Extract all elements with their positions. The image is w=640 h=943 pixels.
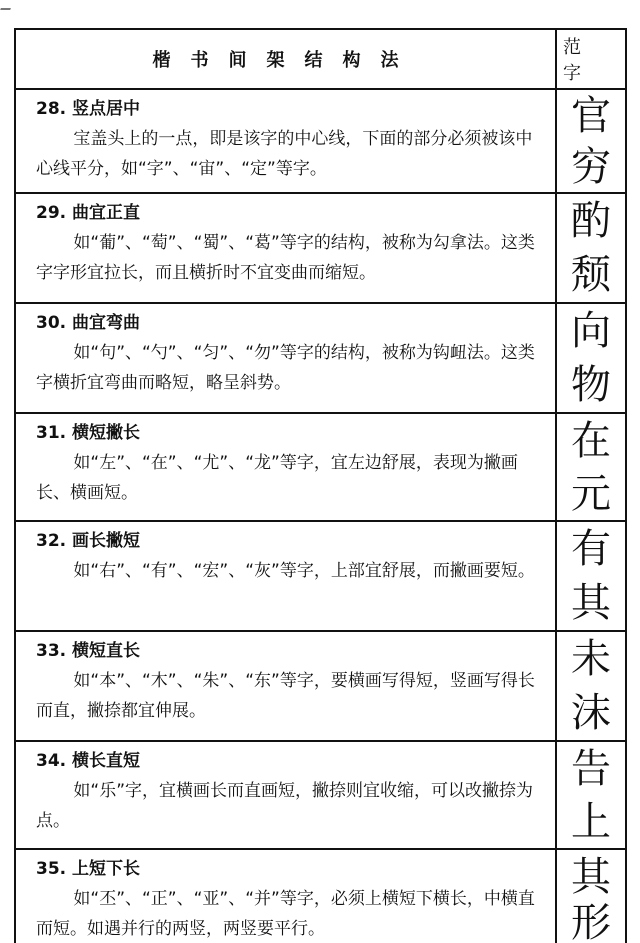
rule-title: 33. 横短直长 <box>36 641 141 661</box>
table-row <box>16 414 625 522</box>
rule-body: 如“本”、“木”、“朱”、“东”等字，要横画写得短，竖画写得长而直，撇捺都宜伸展。 <box>36 671 535 721</box>
table-row <box>16 742 625 850</box>
sample-char-cell <box>557 742 625 848</box>
sample-char: 其 <box>571 854 611 900</box>
sample-char: 穷 <box>571 143 611 190</box>
rule-body: 如“左”、“在”、“尤”、“龙”等字，宜左边舒展，表现为撇画长、横画短。 <box>36 453 518 503</box>
sample-char: 在 <box>571 417 611 464</box>
table-row <box>16 522 625 632</box>
table-row <box>16 632 625 742</box>
sample-char-cell <box>557 414 625 520</box>
sample-char: 元 <box>571 470 611 517</box>
rule-text-cell <box>16 414 557 520</box>
rule-text-cell <box>16 742 557 848</box>
rule-title: 31. 横短撇长 <box>36 423 141 443</box>
sample-char: 官 <box>571 92 611 139</box>
rule-title: 30. 曲宜弯曲 <box>36 313 141 333</box>
rule-body: 如“句”、“勺”、“匀”、“勿”等字的结构，被称为钩衄法。这类字横折宜弯曲而略短，略呈斜势。 <box>36 343 535 393</box>
structure-table <box>14 28 627 943</box>
sample-char-cell <box>557 850 625 943</box>
sample-char-cell <box>557 304 625 412</box>
rule-text-cell <box>16 194 557 302</box>
rule-title: 28. 竖点居中 <box>36 99 141 119</box>
header-title: 楷书间架结构法 <box>16 30 557 88</box>
rule-text-cell <box>16 632 557 740</box>
table-row <box>16 850 625 943</box>
sample-char: 酌 <box>571 198 611 244</box>
rule-title: 29. 曲宜正直 <box>36 203 141 223</box>
rule-text-cell <box>16 850 557 943</box>
table-header <box>16 30 625 90</box>
sample-char-cell <box>557 194 625 302</box>
rule-title: 32. 画长撇短 <box>36 531 141 551</box>
sample-char-cell <box>557 632 625 740</box>
sample-char: 告 <box>571 745 611 792</box>
sample-char: 物 <box>571 362 611 408</box>
rule-title: 34. 横长直短 <box>36 751 141 771</box>
sample-char: 颓 <box>571 252 611 298</box>
rule-title: 35. 上短下长 <box>36 859 141 879</box>
table-row <box>16 304 625 414</box>
table-row <box>16 194 625 304</box>
sample-char: 有 <box>571 526 611 572</box>
rule-body: 如“乐”字，宜横画长而直画短，撇捺则宜收缩，可以改撇捺为点。 <box>36 781 534 831</box>
sample-char-cell <box>557 90 625 192</box>
rule-text-cell <box>16 90 557 192</box>
sample-char-cell <box>557 522 625 630</box>
rule-body: 宝盖头上的一点，即是该字的中心线，下面的部分必须被该中心线平分，如“字”、“宙”、“定”等字。 <box>36 129 533 179</box>
rule-text-cell <box>16 304 557 412</box>
sample-char: 其 <box>571 580 611 626</box>
corner-mark <box>0 0 14 10</box>
sample-char: 上 <box>571 798 611 845</box>
sample-char: 未 <box>571 636 611 682</box>
header-sample-label: 范字 <box>563 37 595 84</box>
sample-char: 沫 <box>571 690 611 736</box>
rule-text-cell <box>16 522 557 630</box>
rule-body: 如“葡”、“萄”、“蜀”、“葛”等字的结构，被称为勾拿法。这类字字形宜拉长，而且横折时不宜变曲而缩短。 <box>36 233 535 283</box>
rule-body: 如“丕”、“正”、“亚”、“并”等字，必须上横短下横长，中横直而短。如遇并行的两竖，两竖要平行。 <box>36 889 535 939</box>
sample-char: 形 <box>571 900 611 943</box>
table-row <box>16 90 625 194</box>
sample-char: 向 <box>571 308 611 354</box>
rule-body: 如“右”、“有”、“宏”、“灰”等字，上部宜舒展，而撇画要短。 <box>73 561 535 581</box>
